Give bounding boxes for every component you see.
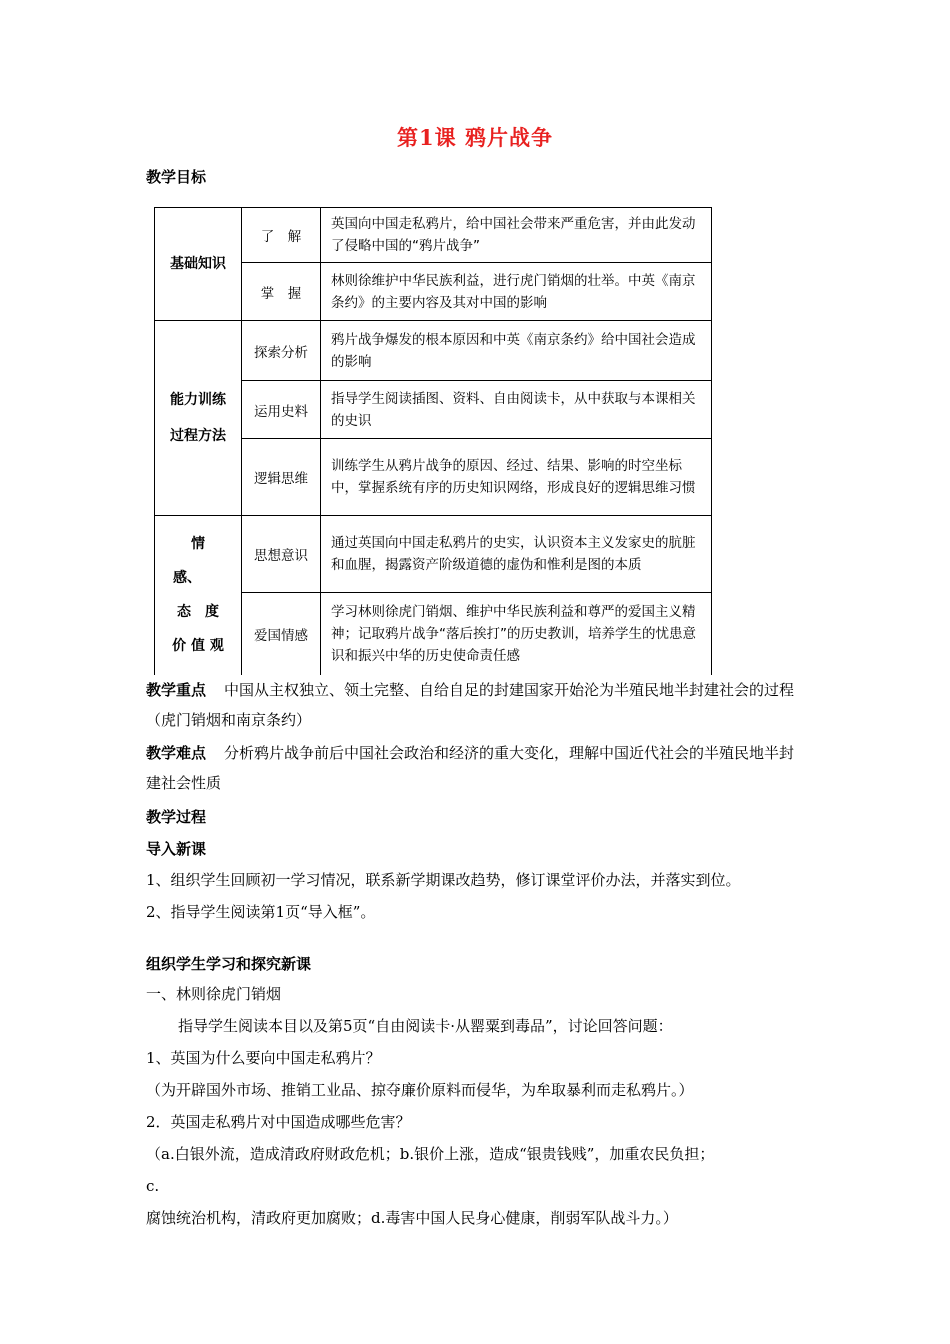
category-line: 过程方法 [170,428,226,444]
answer-1: （为开辟国外市场、推销工业品、掠夺廉价原料而侵华，为牟取暴利而走私鸦片。） [146,1081,694,1099]
objective-text: 学习林则徐虎门销烟、维护中华民族利益和尊严的爱国主义精神；记取鸦片战争“落后挨打”的历史教训，培养学生的忧患意识和振兴中华的历史使命责任感 [321,593,712,675]
objective-text: 指导学生阅读插图、资料、自由阅读卡，从中获取与本课相关的史识 [321,381,712,439]
list-item: 2、指导学生阅读第1页“导入框”。 [146,903,376,921]
difficult-point-label: 教学难点 [146,744,207,762]
subcategory-cell: 了 解 [242,208,321,263]
category-line: 能力训练 [170,392,226,408]
category-line: 情 [191,536,205,553]
objective-text: 通过英国向中国走私鸦片的史实，认识资本主义发家史的肮脏和血腥，揭露资产阶级道德的虚伪和惟利是图的本质 [321,516,712,593]
new-lesson-heading: 组织学生学习和探究新课 [146,955,312,973]
question-1: 1、英国为什么要向中国走私鸦片？ [146,1049,381,1067]
answer-2-line: 腐蚀统治机构，清政府更加腐败；d.毒害中国人民身心健康，削弱军队战斗力。） [146,1209,678,1227]
objectives-table [154,207,712,675]
subcategory-cell: 运用史料 [242,381,321,439]
category-line: 基础知识 [170,256,226,272]
section-title: 一、林则徐虎门销烟 [146,985,282,1003]
table-row [155,516,712,593]
objective-text: 英国向中国走私鸦片，给中国社会带来严重危害，并由此发动了侵略中国的“鸦片战争” [321,208,712,263]
objective-text: 鸦片战争爆发的根本原因和中英《南京条约》给中国社会造成的影响 [321,321,712,381]
answer-2-line: （a.白银外流，造成清政府财政危机；b.银价上涨，造成“银贵钱贱”，加重农民负担； [146,1145,715,1163]
category-line: 态 度 [177,604,219,621]
category-cell [155,208,242,321]
difficult-point [146,738,806,798]
category-cell [155,321,242,516]
intro-heading: 导入新课 [146,840,207,858]
key-point [146,675,806,735]
category-cell [155,516,242,675]
table-row [155,321,712,381]
difficult-point-text: 分析鸦片战争前后中国社会政治和经济的重大变化，理解中国近代社会的半殖民地半封建社会性质 [146,744,795,792]
category-line: 价 值 观 [172,638,224,655]
subcategory-cell: 掌 握 [242,263,321,321]
question-2: 2．英国走私鸦片对中国造成哪些危害？ [146,1113,411,1131]
list-item: 1、组织学生回顾初一学习情况，联系新学期课改趋势，修订课堂评价办法，并落实到位。 [146,871,741,889]
answer-2-line: c. [146,1177,160,1195]
process-heading: 教学过程 [146,808,207,826]
subcategory-cell: 探索分析 [242,321,321,381]
objective-text: 训练学生从鸦片战争的原因、经过、结果、影响的时空坐标中，掌握系统有序的历史知识网络，形成良好的逻辑思维习惯 [321,439,712,516]
key-point-label: 教学重点 [146,681,207,699]
key-point-text: 中国从主权独立、领土完整、自给自足的封建国家开始沦为半殖民地半封建社会的过程（虎门销烟和南京条约） [146,681,795,729]
objective-text: 林则徐维护中华民族利益，进行虎门销烟的壮举。中英《南京条约》的主要内容及其对中国的影响 [321,263,712,321]
subcategory-cell: 思想意识 [242,516,321,593]
objectives-heading: 教学目标 [146,168,207,186]
subcategory-cell: 逻辑思维 [242,439,321,516]
section-instruction: 指导学生阅读本目以及第5页“自由阅读卡·从罂粟到毒品”，讨论回答问题： [178,1017,673,1035]
subcategory-cell: 爱国情感 [242,593,321,675]
page-title: 第1课 鸦片战争 [397,125,553,150]
table-row [155,208,712,263]
category-line: 感、 [173,570,201,587]
